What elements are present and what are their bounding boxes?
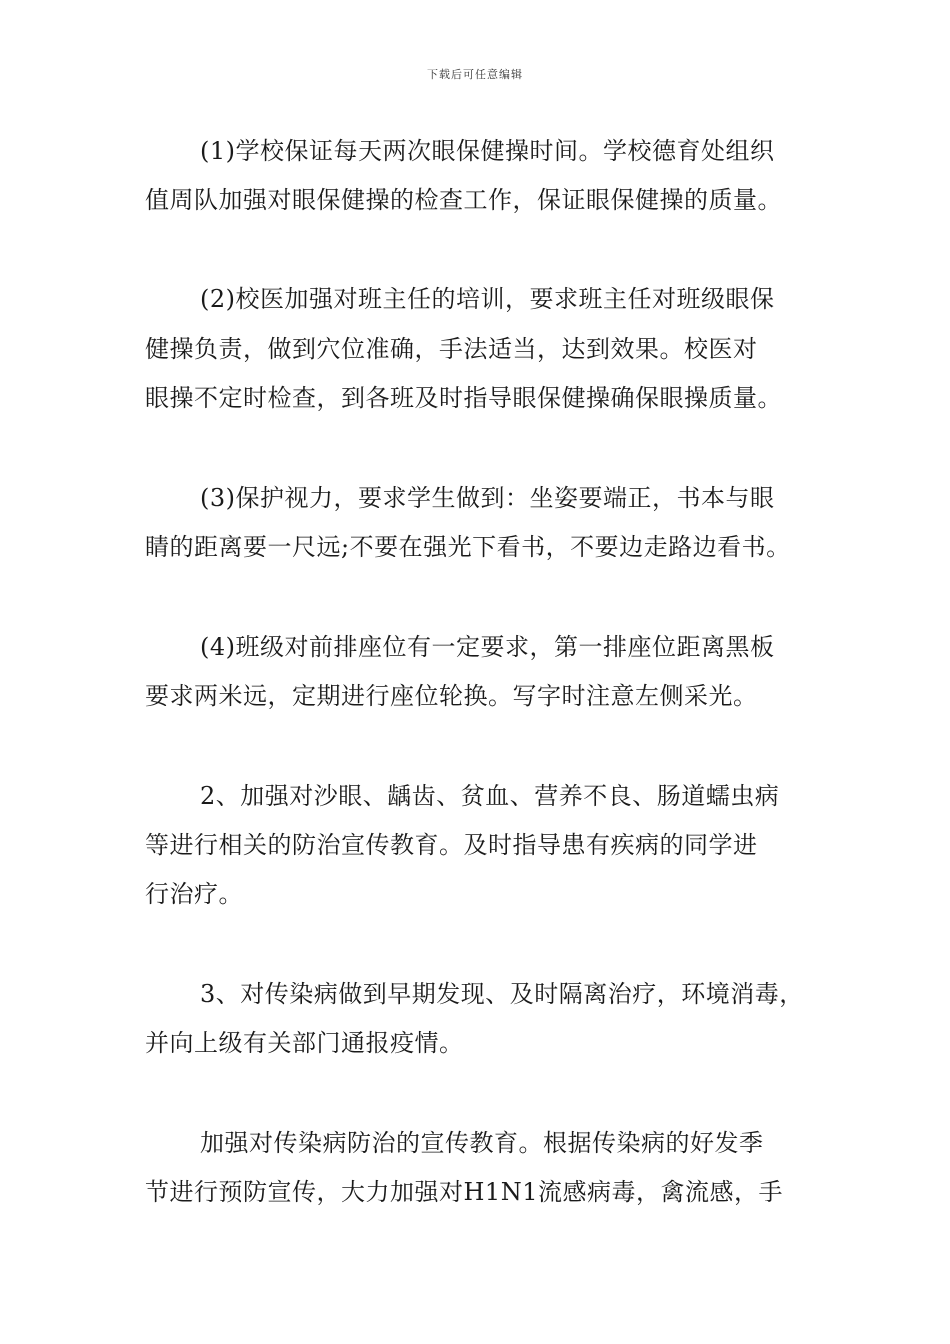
paragraph-line: (3)保护视力，要求学生做到：坐姿要端正，书本与眼 <box>200 484 775 512</box>
header-note: 下载后可任意编辑 <box>427 68 523 81</box>
paragraph-line: 2、加强对沙眼、龋齿、贫血、营养不良、肠道蠕虫病 <box>200 782 780 810</box>
paragraph-line: (2)校医加强对班主任的培训，要求班主任对班级眼保 <box>200 285 775 313</box>
paragraph-line: 眼操不定时检查，到各班及时指导眼保健操确保眼操质量。 <box>145 384 782 412</box>
paragraph-line: 睛的距离要一尺远;不要在强光下看书，不要边走路边看书。 <box>145 533 791 561</box>
paragraph-line: (1)学校保证每天两次眼保健操时间。学校德育处组织 <box>200 137 775 165</box>
paragraph-line: 行治疗。 <box>145 880 243 908</box>
paragraph-line: 并向上级有关部门通报疫情。 <box>145 1029 464 1057</box>
paragraph-line: 节进行预防宣传，大力加强对H1N1流感病毒，禽流感，手 <box>145 1178 783 1206</box>
paragraph-line: 3、对传染病做到早期发现、及时隔离治疗，环境消毒， <box>200 980 804 1008</box>
paragraph-line: (4)班级对前排座位有一定要求，第一排座位距离黑板 <box>200 633 775 661</box>
paragraph-line: 健操负责，做到穴位准确，手法适当，达到效果。校医对 <box>145 335 758 363</box>
paragraph-line: 要求两米远，定期进行座位轮换。写字时注意左侧采光。 <box>145 682 758 710</box>
paragraph-line: 等进行相关的防治宣传教育。及时指导患有疾病的同学进 <box>145 831 758 859</box>
paragraph-line: 加强对传染病防治的宣传教育。根据传染病的好发季 <box>200 1129 764 1157</box>
paragraph-line: 值周队加强对眼保健操的检查工作，保证眼保健操的质量。 <box>145 186 782 214</box>
